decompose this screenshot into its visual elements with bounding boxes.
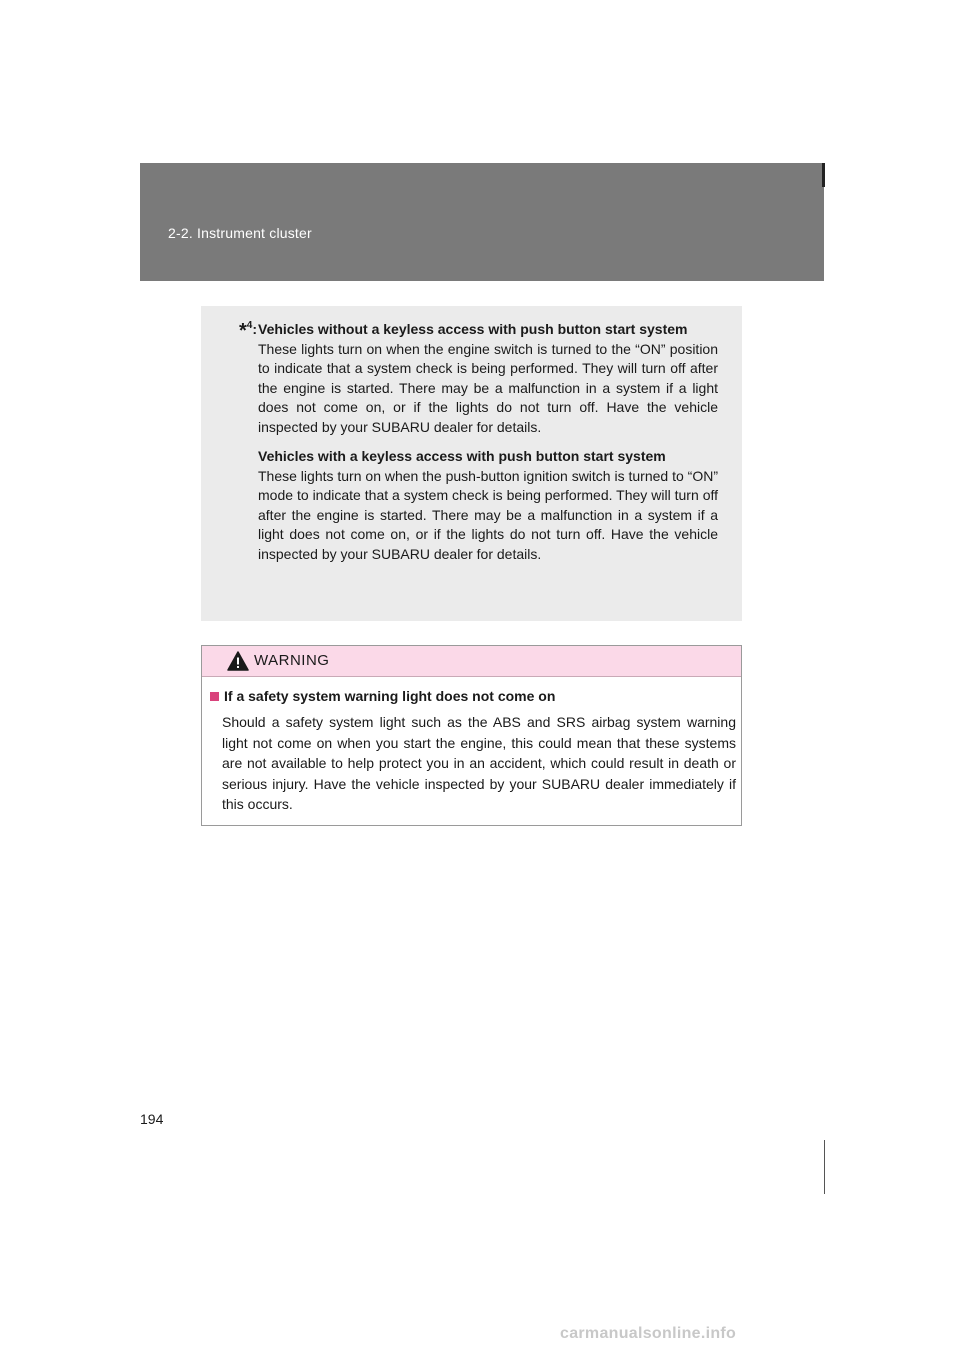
page-number: 194 bbox=[140, 1111, 164, 1127]
section-header-band bbox=[140, 163, 824, 281]
footnote-heading-with-keyless: Vehicles with a keyless access with push button start system bbox=[258, 448, 666, 464]
footnote-text-without-keyless: These lights turn on when the engine switch is turned to the “ON” position to indicate that a system check is being performed. They will turn off after the engine is started. There may be a malfunction in a system if a light does not come on, or if the lights do not turn off. Have the vehicle inspected by your SUBARU dealer for details. bbox=[258, 340, 718, 435]
side-tick-mark bbox=[824, 1140, 825, 1194]
footnote-text-with-keyless: These lights turn on when the push-button ignition switch is turned to “ON” mode to indicate that a system check is being performed. They will turn off after the engine is started. There may be a malfunction in a system if a light does not come on, or if the lights do not turn off. Have the vehicle inspected by your SUBARU dealer for details. bbox=[258, 467, 718, 562]
footnote-content bbox=[258, 320, 718, 564]
warning-header bbox=[202, 646, 741, 677]
warning-box bbox=[201, 645, 742, 826]
warning-title: WARNING bbox=[254, 652, 330, 669]
footnote-number: 4 bbox=[246, 320, 253, 331]
footnote-colon: : bbox=[252, 321, 258, 337]
corner-tick-mark bbox=[822, 163, 825, 187]
footnote-star: * bbox=[239, 320, 247, 342]
warning-item-title bbox=[210, 688, 555, 704]
square-bullet-icon bbox=[210, 692, 219, 701]
watermark-logo: carmanualsonline.info bbox=[560, 1325, 737, 1342]
footnote-box bbox=[201, 306, 742, 621]
warning-item-title-text: If a safety system warning light does not come on bbox=[224, 688, 556, 704]
warning-item-text: Should a safety system light such as the ABS and SRS airbag system warning light not come on when you start the engine, this could mean that these systems are not available to help protect you in an accident, which could result in death or serious injury. Have the vehicle inspected by your SUBARU dealer immediately if this occurs. bbox=[222, 714, 736, 812]
section-title: 2-2. Instrument cluster bbox=[168, 225, 312, 241]
footnote-marker bbox=[239, 316, 257, 341]
footnote-heading-without-keyless: Vehicles without a keyless access with push button start system bbox=[258, 321, 688, 337]
warning-triangle-icon bbox=[227, 651, 249, 671]
